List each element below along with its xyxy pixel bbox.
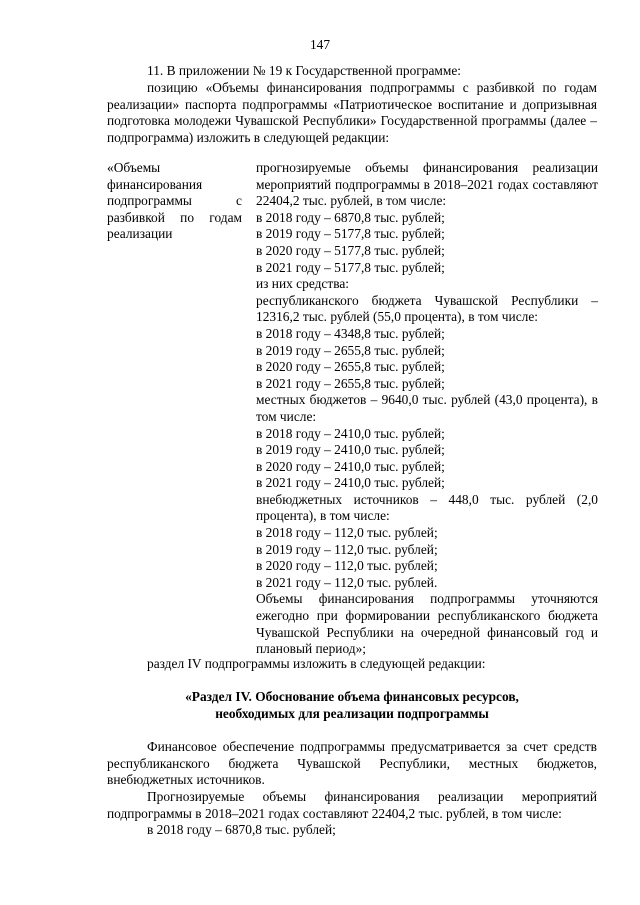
funding-line: в 2019 году – 5177,8 тыс. рублей;	[256, 226, 445, 242]
paragraph-3: в 2018 году – 6870,8 тыс. рублей;	[147, 822, 336, 837]
funding-line: прогнозируемые объемы финансирования реализации мероприятий подпрограммы в 2018–2021 годах составляют 22404,2 тыс. рублей, в том числе:	[256, 160, 598, 209]
funding-line: в 2020 году – 112,0 тыс. рублей;	[256, 558, 438, 574]
funding-line: из них средства:	[256, 276, 350, 292]
section-instruction: раздел IV подпрограммы изложить в следующей редакции:	[147, 656, 486, 671]
funding-line: в 2021 году – 112,0 тыс. рублей.	[256, 574, 438, 590]
funding-line: в 2019 году – 2410,0 тыс. рублей;	[256, 442, 445, 458]
funding-line: республиканского бюджета Чувашской Республики – 12316,2 тыс. рублей (55,0 процента), в том числе:	[256, 292, 598, 325]
funding-line: в 2020 году – 2655,8 тыс. рублей;	[256, 359, 445, 375]
paragraph-1: Финансовое обеспечение подпрограммы предусматривается за счет средств республиканского бюджета Чувашской Республики, местных бюджетов, внебюджетных источников.	[107, 739, 597, 788]
funding-line: в 2018 году – 6870,8 тыс. рублей;	[256, 209, 445, 225]
funding-line: Объемы финансирования подпрограммы уточняются ежегодно при формировании республиканского бюджета Чувашской Республики на очередной финансовый год и плановый период»;	[256, 591, 598, 657]
table-left-cell: «Объемы финансирования подпрограммы с разбивкой по годам реализации	[107, 160, 242, 242]
funding-line: в 2021 году – 2655,8 тыс. рублей;	[256, 375, 445, 391]
funding-line: в 2021 году – 2410,0 тыс. рублей;	[256, 475, 445, 491]
table-right-cell	[256, 160, 598, 658]
section-title-line-2: необходимых для реализации подпрограммы	[215, 706, 489, 721]
funding-line: в 2019 году – 112,0 тыс. рублей;	[256, 541, 438, 557]
section-title-line-1: «Раздел IV. Обоснование объема финансовых ресурсов,	[185, 689, 519, 704]
page-number: 147	[309, 37, 331, 52]
funding-line: местных бюджетов – 9640,0 тыс. рублей (43,0 процента), в том числе:	[256, 392, 598, 424]
intro-paragraph: позицию «Объемы финансирования подпрограммы с разбивкой по годам реализации» паспорта подпрограммы «Патриотическое воспитание и допризывная подготовка молодежи Чувашской Республики» Государственной программы (далее – подпрограмма) изложить в следующей редакции:	[107, 80, 597, 145]
item-11: 11. В приложении № 19 к Государственной программе:	[147, 63, 462, 78]
funding-line: в 2018 году – 112,0 тыс. рублей;	[256, 525, 438, 541]
funding-line: в 2018 году – 4348,8 тыс. рублей;	[256, 325, 445, 341]
paragraph-2: Прогнозируемые объемы финансирования реализации мероприятий подпрограммы в 2018–2021 годах составляют 22404,2 тыс. рублей, в том числе:	[107, 789, 597, 821]
funding-line: в 2019 году – 2655,8 тыс. рублей;	[256, 342, 445, 358]
funding-line: в 2018 году – 2410,0 тыс. рублей;	[256, 425, 445, 441]
funding-line: в 2021 году – 5177,8 тыс. рублей;	[256, 259, 445, 275]
funding-line: в 2020 году – 2410,0 тыс. рублей;	[256, 458, 445, 474]
funding-line: в 2020 году – 5177,8 тыс. рублей;	[256, 242, 445, 258]
funding-line: внебюджетных источников – 448,0 тыс. рублей (2,0 процента), в том числе:	[256, 491, 598, 524]
